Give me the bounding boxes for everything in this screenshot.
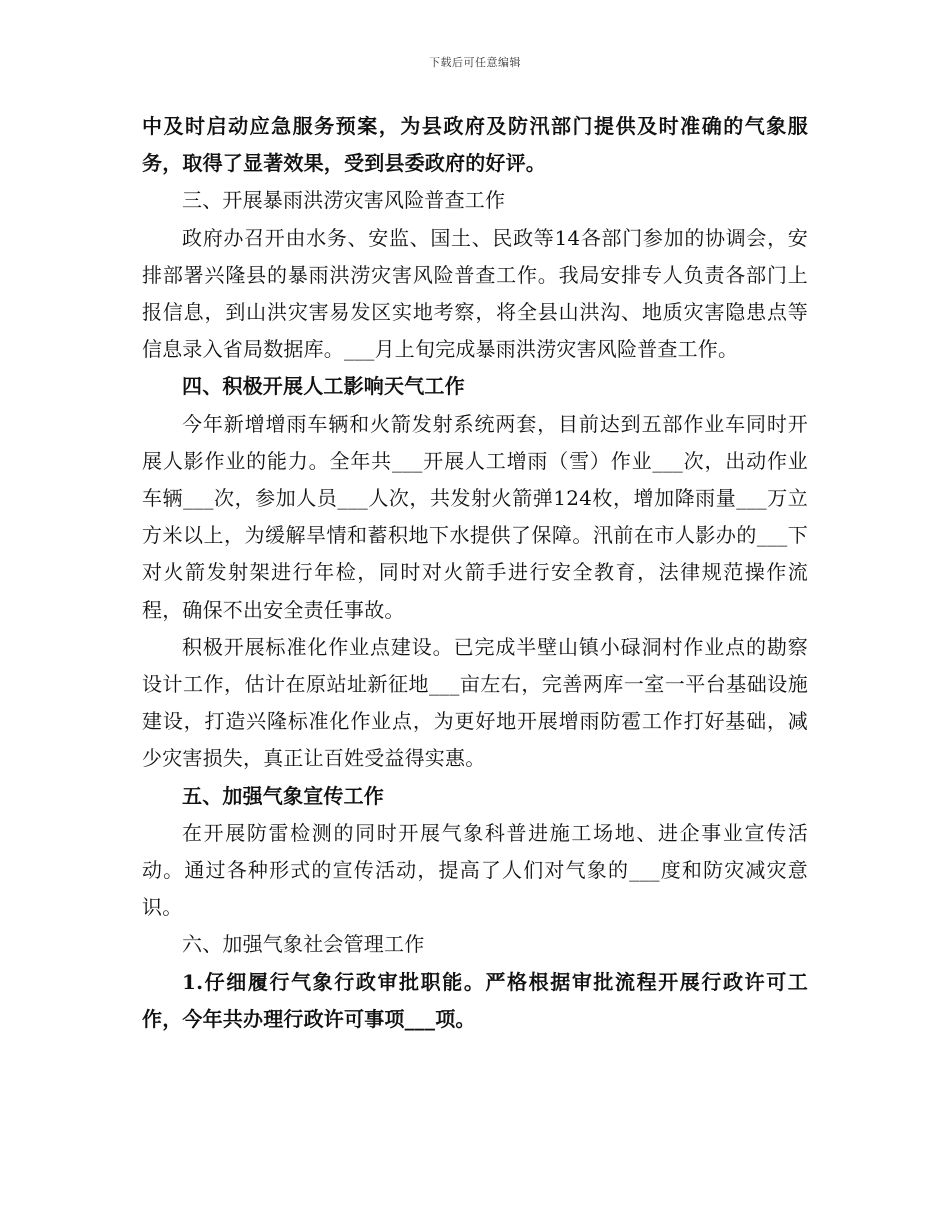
paragraph-flood-survey: 政府办召开由水务、安监、国土、民政等14各部门参加的协调会，安排部署兴隆县的暴雨洪涝灾害风险普查工作。我局安排专人负责各部门上报信息，到山洪灾害易发区实地考察，将全县山洪沟、地质灾害隐患点等信息录入省局数据库。___月上旬完成暴雨洪涝灾害风险普查工作。 <box>142 225 808 362</box>
section-heading-6: 六、加强气象社会管理工作 <box>182 932 425 957</box>
paragraph-administrative-approval: 1.仔细履行气象行政审批职能。严格根据审批流程开展行政许可工作，今年共办理行政许可事项___项。 <box>142 969 808 1031</box>
paragraph-publicity: 在开展防雷检测的同时开展气象科普进施工场地、进企事业宣传活动。通过各种形式的宣传活动，提高了人们对气象的___度和防灾减灾意识。 <box>142 820 808 920</box>
document-body <box>142 108 808 1038</box>
page-header-note: 下载后可任意编辑 <box>429 56 521 69</box>
paragraph-continuation: 中及时启动应急服务预案，为县政府及防汛部门提供及时准确的气象服务，取得了显著效果，受到县委政府的好评。 <box>142 114 808 176</box>
section-heading-4: 四、积极开展人工影响天气工作 <box>182 374 465 399</box>
paragraph-standard-site: 积极开展标准化作业点建设。已完成半壁山镇小碌洞村作业点的勘察设计工作，估计在原站址新征地___亩左右，完善两库一室一平台基础设施建设，打造兴隆标准化作业点，为更好地开展增雨防雹工作打好基础，减少灾害损失，真正让百姓受益得实惠。 <box>142 634 808 771</box>
section-heading-3: 三、开展暴雨洪涝灾害风险普查工作 <box>182 188 506 213</box>
paragraph-weather-modification: 今年新增增雨车辆和火箭发射系统两套，目前达到五部作业车同时开展人影作业的能力。全年共___开展人工增雨（雪）作业___次，出动作业车辆___次，参加人员___人次，共发射火箭弹124枚，增加降雨量___万立方米以上，为缓解旱情和蓄积地下水提供了保障。汛前在市人影办的___下对火箭发射架进行年检，同时对火箭手进行安全教育，法律规范操作流程，确保不出安全责任事故。 <box>142 411 808 622</box>
section-heading-5: 五、加强气象宣传工作 <box>182 783 384 808</box>
